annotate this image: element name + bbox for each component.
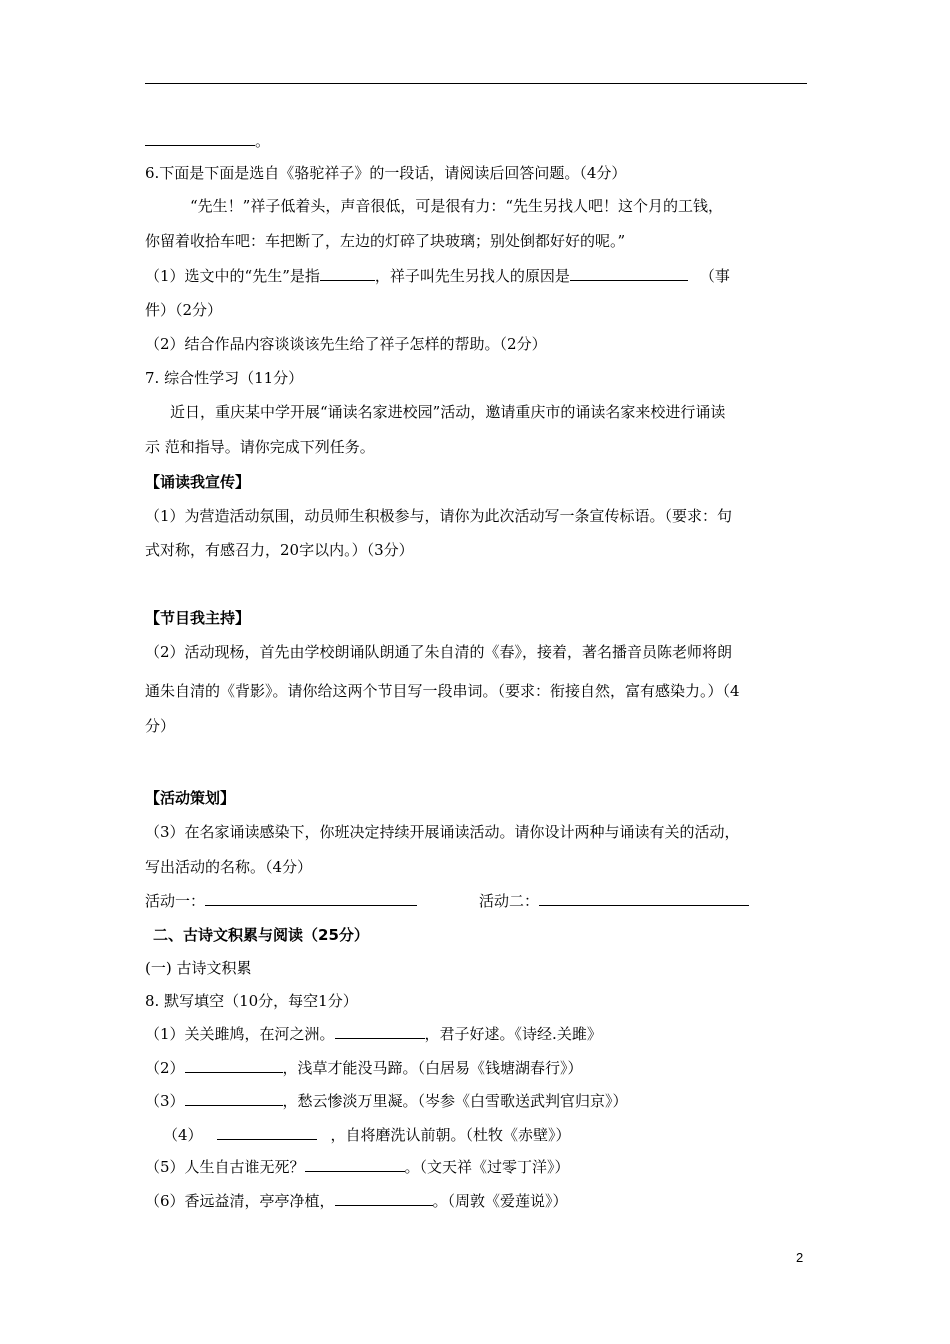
q8-l6-text-a: （6）香远益清，亭亭净植， <box>145 1192 335 1210</box>
q8-l5-text-b: 。（文天祥《过零丁洋》） <box>404 1158 570 1176</box>
q8-l6-text-b: 。（周敦《爱莲说》） <box>432 1192 568 1210</box>
q7-p2-line2: 通朱自清的《背影》。请你给这两个节目写一段串词。（要求：衔接自然，富有感染力。）（4 <box>145 682 740 700</box>
punct: 。 <box>255 132 271 150</box>
q7-intro-line1: 近日，重庆某中学开展“诵读名家进校园”活动，邀请重庆市的诵读名家来校进行诵读 <box>170 403 726 421</box>
q8-blank-5[interactable] <box>305 1157 405 1172</box>
q7-p3-line1: （3）在名家诵读感染下，你班决定持续开展诵读活动。请你设计两种与诵读有关的活动， <box>145 823 740 841</box>
q8-l4-text-b: ，自将磨洗认前朝。（杜牧《赤壁》） <box>330 1126 571 1144</box>
q7-p1-line2: 式对称，有感召力，20字以内。）（3分） <box>145 541 414 559</box>
q6-sub2: （2）结合作品内容谈谈该先生给了祥子怎样的帮助。（2分） <box>145 335 547 353</box>
q8-blank-4[interactable] <box>217 1125 317 1140</box>
q8-l1-text-a: （1）关关雎鸠，在河之洲。 <box>145 1025 335 1043</box>
q8-l3-text-b: ，愁云惨淡万里凝。（岑参《白雪歌送武判官归京》） <box>282 1092 628 1110</box>
section2-title: 二、古诗文积累与阅读（25分） <box>153 926 369 944</box>
q6-blank-who[interactable] <box>320 266 375 281</box>
q6-blank-reason[interactable] <box>570 266 688 281</box>
q6-sub1-text-b: ，祥子叫先生另找人的原因是 <box>374 267 570 285</box>
q7-p1-line1: （1）为营造活动氛围，动员师生积极参与，请你为此次活动写一条宣传标语。（要求：句 <box>145 507 733 525</box>
q7-activity1 <box>145 891 417 911</box>
q8-blank-3[interactable] <box>185 1091 283 1106</box>
q8-l3-text-a: （3） <box>145 1092 185 1110</box>
answer-line-tail <box>145 131 270 151</box>
section2-subtitle: (一) 古诗文积累 <box>145 959 252 977</box>
q7-p2-line3: 分） <box>145 717 176 735</box>
q8-l4-text-a: （4） <box>163 1126 203 1144</box>
q8-stem: 8. 默写填空（10分，每空1分） <box>145 992 358 1010</box>
q7-heading-host: 【节目我主持】 <box>145 609 251 627</box>
activity1-label: 活动一： <box>145 892 206 910</box>
q8-line3 <box>145 1091 628 1111</box>
q6-sub1-text-c: （事 <box>699 267 730 285</box>
q6-sub1 <box>145 266 730 286</box>
q6-quote-line2: 你留着收拾车吧：车把断了，左边的灯碎了块玻璃；别处倒都好好的呢。” <box>145 232 626 250</box>
q8-line1 <box>145 1024 602 1044</box>
page-number: 2 <box>796 1250 804 1265</box>
q8-l5-text-a: （5）人生自古谁无死？ <box>145 1158 305 1176</box>
activity1-blank[interactable] <box>205 891 417 906</box>
q7-p3-line2: 写出活动的名称。（4分） <box>145 858 313 876</box>
q6-sub1-text-a: （1）选文中的“先生”是指 <box>145 267 320 285</box>
answer-blank[interactable] <box>145 131 255 146</box>
q8-line6 <box>145 1191 568 1211</box>
q8-l1-text-b: ，君子好逑。《诗经.关雎》 <box>424 1025 602 1043</box>
q8-l2-text-a: （2） <box>145 1059 185 1077</box>
header-rule <box>145 83 807 84</box>
q7-intro-line2: 示 范和指导。请你完成下列任务。 <box>145 438 375 456</box>
q8-blank-2[interactable] <box>185 1058 283 1073</box>
q8-line5 <box>145 1157 570 1177</box>
q8-blank-6[interactable] <box>335 1191 433 1206</box>
q7-activity2 <box>479 891 749 911</box>
q7-heading-promo: 【诵读我宣传】 <box>145 473 251 491</box>
q6-stem: 6.下面是下面是选自《骆驼祥子》的一段话，请阅读后回答问题。（4分） <box>145 164 627 182</box>
activity2-blank[interactable] <box>539 891 749 906</box>
q8-line2 <box>145 1058 583 1078</box>
q7-heading-plan: 【活动策划】 <box>145 789 236 807</box>
q8-blank-1[interactable] <box>335 1024 425 1039</box>
q8-line4 <box>163 1125 571 1145</box>
activity2-label: 活动二： <box>479 892 540 910</box>
q6-quote-line1: “先生！”祥子低着头，声音很低，可是很有力：“先生另找人吧！这个月的工钱， <box>190 197 724 215</box>
q7-stem: 7. 综合性学习（11分） <box>145 369 304 387</box>
q8-l2-text-b: ，浅草才能没马蹄。（白居易《钱塘湖春行》） <box>282 1059 583 1077</box>
q6-sub1-cont: 件）（2分） <box>145 301 223 319</box>
q7-p2-line1: （2）活动现杨，首先由学校朗诵队朗通了朱自清的《春》，接着，著名播音员陈老师将朗 <box>145 643 733 661</box>
